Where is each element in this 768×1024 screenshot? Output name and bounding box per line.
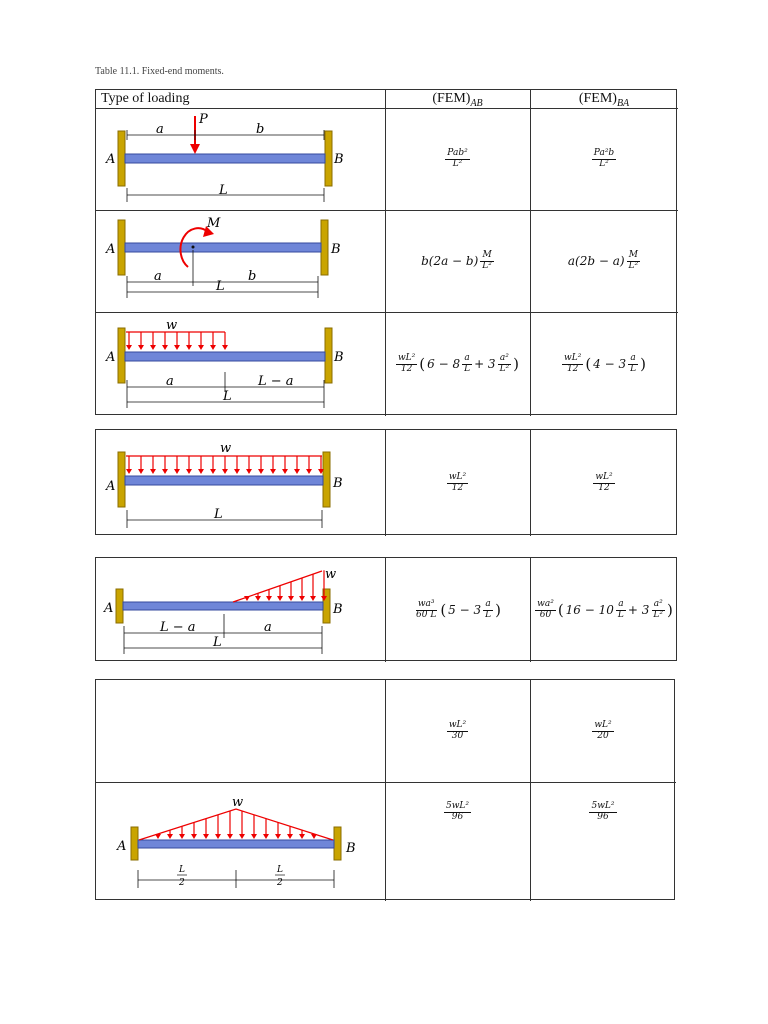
load-arrow-head: [186, 345, 192, 350]
fem-ba-row-4: $\frac{\text{wL²}}{12}$: [595, 471, 613, 493]
label-B: B: [334, 350, 344, 365]
header-type-of-loading: Type of loading: [101, 91, 190, 106]
label-B: B: [331, 242, 341, 257]
load-arrow-head: [210, 345, 216, 350]
label-B: B: [333, 476, 343, 491]
load-arrow-head: [287, 834, 293, 839]
fem-ab-row-3: $\frac{\text{wL²}}{12}$ ( 6 − 8 $\frac{a}{L}$ + 3 $\frac{\text{a²}}{\text{L²}}$ ): [397, 352, 520, 374]
label-L-minus-a: L − a: [160, 620, 196, 635]
load-arrow-head: [222, 345, 228, 350]
label-w: w: [325, 567, 337, 582]
load-arrow-head: [186, 469, 192, 474]
load-arrow-head: [138, 345, 144, 350]
label-a: a: [154, 269, 162, 284]
load-arrow-head: [227, 834, 233, 839]
label-a: a: [264, 620, 272, 635]
load-arrow-head: [174, 345, 180, 350]
fem-ab-row-2: b(2a − b) $\frac{M}{\text{L²}}$: [421, 249, 492, 271]
load-arrow-head: [282, 469, 288, 474]
load-arrow-head: [251, 834, 257, 839]
fem-ba-row-5: $\frac{\text{wa²}}{60}$ ( 16 − 10 $\frac{a}{L}$ + 3 $\frac{\text{a²}}{\text{L²}}$ ): [537, 598, 673, 620]
label-a: a: [166, 374, 174, 389]
label-A: A: [104, 601, 114, 616]
load-arrow-head: [150, 469, 156, 474]
fem-ab-row-6: $\frac{\text{wL²}}{30}$: [448, 719, 467, 741]
table-block-3: [95, 557, 677, 661]
diagram-symmetric-triangular: [96, 782, 385, 901]
fem-ba-row-2: a(2b − a) $\frac{M}{\text{L²}}$: [567, 249, 639, 271]
load-arrow-head: [234, 469, 240, 474]
load-arrow-head: [138, 469, 144, 474]
fem-ba-row-3: $\frac{\text{wL²}}{12}$ ( 4 − 3 $\frac{a}{L}$ ): [564, 352, 646, 374]
load-arrow-head: [210, 469, 216, 474]
label-A: A: [106, 152, 116, 167]
load-arrow-head: [255, 596, 261, 601]
table-block-1: [95, 89, 677, 415]
label-b: b: [248, 269, 257, 284]
load-arrow-head: [198, 345, 204, 350]
table-block-4: [95, 679, 675, 900]
label-w: w: [232, 795, 244, 810]
load-arrow-head: [167, 834, 173, 839]
fem-ab-row-4: $\frac{\text{wL²}}{12}$: [448, 471, 467, 493]
label-A: A: [106, 242, 116, 257]
label-L-half-num: L: [179, 865, 185, 875]
load-arrow-head: [288, 596, 294, 601]
label-L: L: [219, 183, 228, 198]
load-arrow-head: [310, 596, 316, 601]
load-arrow-head: [277, 596, 283, 601]
load-arrow-head: [203, 834, 209, 839]
load-arrow-head: [294, 469, 300, 474]
load-arrow-head: [222, 469, 228, 474]
fem-ab-row-5: $\frac{\text{wa³}}{60 L}$ ( 5 − 3 $\frac{a}{L}$ ): [416, 598, 501, 620]
load-arrow-head: [215, 834, 221, 839]
label-B: B: [333, 602, 343, 617]
header-fem-ab: $(FEM)_{AB}$: [432, 91, 483, 109]
diagram-partial-udl: [96, 312, 385, 416]
header-fem-ba: $(FEM)_{BA}$: [578, 91, 630, 109]
load-arrow-head: [191, 834, 197, 839]
load-arrow-head: [174, 469, 180, 474]
fem-ba-row-7: $\frac{\text{5wL²}}{96}$: [591, 800, 615, 822]
load-arrow-head: [311, 834, 317, 839]
load-arrow-head: [299, 834, 305, 839]
label-L-minus-a: L − a: [258, 374, 294, 389]
load-arrow-head: [244, 596, 250, 601]
load-arrow-head: [275, 834, 281, 839]
load-arrow-head: [126, 345, 132, 350]
label-A: A: [106, 350, 116, 365]
load-arrow-head: [162, 469, 168, 474]
load-arrow-head: [162, 345, 168, 350]
table-block-2: [95, 429, 677, 535]
label-L: L: [213, 635, 222, 650]
load-arrow-head: [270, 469, 276, 474]
load-arrow-head: [246, 469, 252, 474]
load-arrow-head: [239, 834, 245, 839]
label-A: A: [106, 479, 116, 494]
fem-ab-row-1: $\frac{\text{Pab²}}{\text{L²}}$: [447, 147, 468, 169]
label-A: A: [117, 839, 127, 854]
label-half-den: 2: [179, 878, 185, 888]
label-b: b: [256, 122, 265, 137]
diagram-full-udl: [96, 430, 385, 536]
label-L: L: [216, 279, 225, 294]
load-arrow-head: [299, 596, 305, 601]
label-L: L: [214, 507, 223, 522]
label-half-den: 2: [277, 878, 283, 888]
fem-ab-row-7: $\frac{\text{5wL²}}{96}$: [445, 800, 469, 822]
load-arrow-head: [266, 596, 272, 601]
label-L-half-num: L: [277, 865, 283, 875]
diagram-point-load: [96, 108, 385, 210]
label-M: M: [207, 216, 221, 231]
label-a: a: [156, 122, 164, 137]
diagram-partial-triangular: [96, 558, 385, 662]
fem-ba-row-1: $\frac{\text{Pa²b}}{\text{L²}}$: [593, 147, 615, 169]
load-arrow-head: [179, 834, 185, 839]
load-arrow-head: [155, 834, 161, 839]
fem-ba-row-6: $\frac{\text{wL²}}{20}$: [594, 719, 612, 741]
load-arrow-head: [263, 834, 269, 839]
label-B: B: [334, 152, 344, 167]
load-arrow-head: [306, 469, 312, 474]
label-w: w: [166, 318, 178, 333]
load-arrow-head: [198, 469, 204, 474]
table-caption: Table 11.1. Fixed-end moments.: [95, 66, 224, 77]
label-B: B: [346, 841, 356, 856]
label-w: w: [220, 441, 232, 456]
load-arrow-head: [258, 469, 264, 474]
load-arrow-head: [126, 469, 132, 474]
label-L: L: [223, 389, 232, 404]
diagram-moment: [96, 210, 385, 312]
load-arrow-head: [150, 345, 156, 350]
label-P: P: [199, 112, 208, 127]
